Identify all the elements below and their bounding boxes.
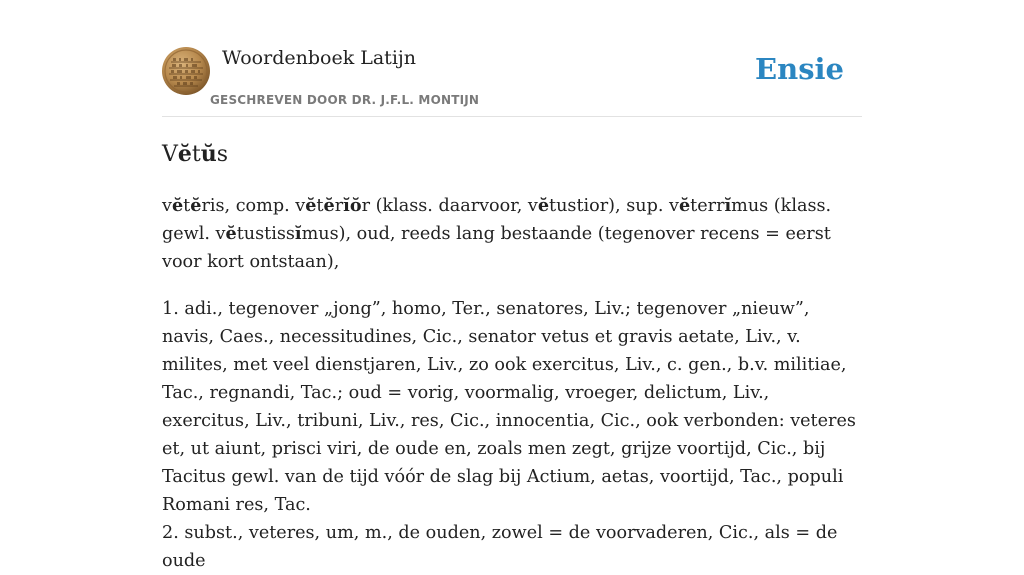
quantity-vowel: ĕ: [190, 195, 202, 216]
quantity-vowel: ĕ: [171, 195, 184, 216]
quantity-vowel: ĕ: [225, 223, 237, 244]
author-byline: GESCHREVEN DOOR DR. J.F.L. MONTIJN: [210, 93, 480, 107]
quantity-vowel: ĕ: [323, 195, 335, 216]
quantity-vowel: ĕ: [305, 195, 317, 216]
dictionary-header: [162, 46, 862, 117]
quantity-vowel: ŏ: [349, 195, 362, 216]
dictionary-title[interactable]: Woordenboek Latijn: [222, 47, 417, 69]
quantity-vowel: ĭ: [343, 195, 350, 216]
entry-sense-2: 2. subst., veteres, um, m., de ouden, zowel = de voorvaderen, Cic., als = de oude: [162, 523, 838, 571]
entry-sense-1: 1. adi., tegenover „jong”, homo, Ter., senatores, Liv.; tegenover „nieuw”, navis, Caes., necessitudines, Cic., senator vetus et gravis aetate, Liv., v. milites, met veel dienstjaren, Liv., zo ook exercitus, Liv., c. gen., b.v. militiae, Tac., regnandi, Tac.; oud = vorig, voormalig, vroeger, delictum, Liv., exercitus, Liv., tribuni, Liv., res, Cic., innocentia, Cic., ook verbonden: veteres et, ut aiunt, prisci viri, de oude en, zoals men zegt, grijze voortijd, Cic., bij Tacitus gewl. van de tijd vóór de slag bij Actium, aetas, voortijd, Tac., populi Romani res, Tac.: [162, 299, 856, 515]
quantity-vowel: ŭ: [200, 141, 217, 167]
entry-body: [162, 192, 862, 575]
quantity-vowel: ĕ: [177, 141, 192, 167]
quantity-vowel: ĭ: [294, 223, 302, 244]
quantity-vowel: ĕ: [537, 195, 550, 216]
entry-intro: vĕtĕris, comp. vĕtĕrĭŏr (klass. daarvoor, vĕtustior), sup. vĕterrĭmus (klass. gewl. vĕtustissĭmus), oud, reeds lang bestaande (tegenover recens = eerst voor kort ontstaan),: [162, 195, 832, 272]
coin-avatar-icon[interactable]: [162, 47, 210, 95]
quantity-vowel: ĭ: [724, 195, 732, 216]
quantity-vowel: ĕ: [678, 195, 691, 216]
entry-title: Vĕtŭs: [162, 141, 229, 167]
brand-logo[interactable]: Ensie: [755, 52, 844, 86]
